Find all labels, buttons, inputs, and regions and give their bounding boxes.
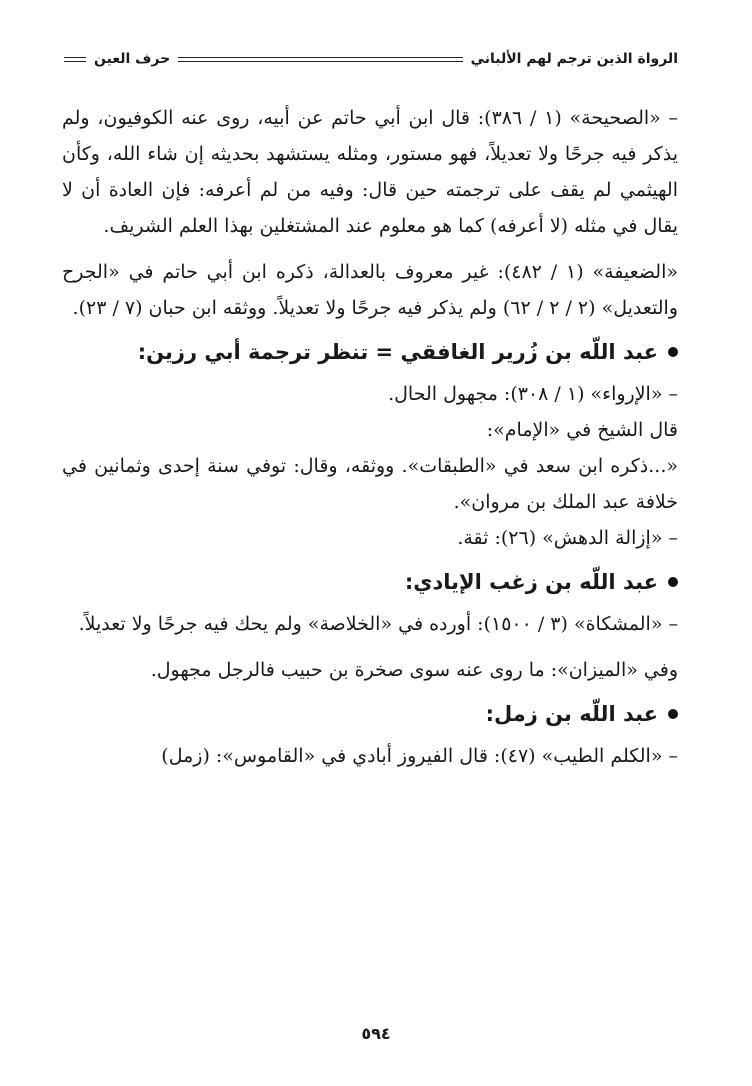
page-number: ٥٩٤ [361, 1024, 391, 1043]
entry-title: عبد اللّه بن زُرير الغافقي = تنظر ترجمة أبي رزين: [137, 340, 658, 364]
entry-heading [62, 694, 678, 734]
entry-heading [62, 332, 678, 372]
bullet-icon [668, 347, 678, 357]
paragraph-izala: – «إزالة الدهش» (٢٦): ثقة. [457, 527, 678, 549]
header-rule [178, 57, 462, 62]
entry-heading [62, 562, 678, 602]
paragraph-quote: «...ذكره ابن سعد في «الطبقات». ووثقه، وقال: توفي سنة إحدى وثمانين في خلافة عبد الملك بن مروان». [62, 455, 678, 513]
bullet-icon [668, 577, 678, 587]
paragraph-kalim: – «الكلم الطيب» (٤٧): قال الفيروز أبادي في «القاموس»: (زمل) [161, 745, 678, 767]
page-body [62, 100, 678, 774]
running-header [64, 44, 678, 74]
header-mark [64, 57, 86, 62]
entry-title: عبد اللّه بن زغب الإيادي: [404, 570, 658, 594]
entry-title: عبد اللّه بن زمل: [485, 702, 658, 726]
bullet-icon [668, 709, 678, 719]
paragraph-shaykh: قال الشيخ في «الإمام»: [486, 419, 678, 441]
paragraph-mizan: وفي «الميزان»: ما روى عنه سوى صخرة بن حبيب فالرجل مجهول. [150, 659, 678, 681]
header-left-title: حرف العين [94, 51, 171, 67]
paragraph-daifa: «الضعيفة» (١ / ٤٨٢): غير معروف بالعدالة، ذكره ابن أبي حاتم في «الجرح والتعديل» (٢ / ٢ / ٦٢) ولم يذكر فيه جرحًا ولا تعديلاً. ووثقه ابن حبان (٧ / ٢٣). [62, 261, 678, 319]
paragraph-irwa: – «الإرواء» (١ / ٣٠٨): مجهول الحال. [388, 383, 678, 405]
header-right-title: الرواة الذين ترجم لهم الألباني [470, 51, 678, 67]
paragraph-mishkat: – «المشكاة» (٣ / ١٥٠٠): أورده في «الخلاصة» ولم يحك فيه جرحًا ولا تعديلاً. [78, 613, 678, 635]
paragraph-sahiha: – «الصحيحة» (١ / ٣٨٦): قال ابن أبي حاتم عن أبيه، روى عنه الكوفيون، ولم يذكر فيه جرحًا ولا تعديلاً، فهو مستور، ومثله يستشهد بحديثه إن شاء الله، وكأن الهيثمي لم يقف على ترجمته حين قال: وفيه من لم أعرفه: فإن العادة أن لا يقال في مثله (لا أعرفه) كما هو معلوم عند المشتغلين بهذا العلم الشريف. [62, 107, 679, 237]
